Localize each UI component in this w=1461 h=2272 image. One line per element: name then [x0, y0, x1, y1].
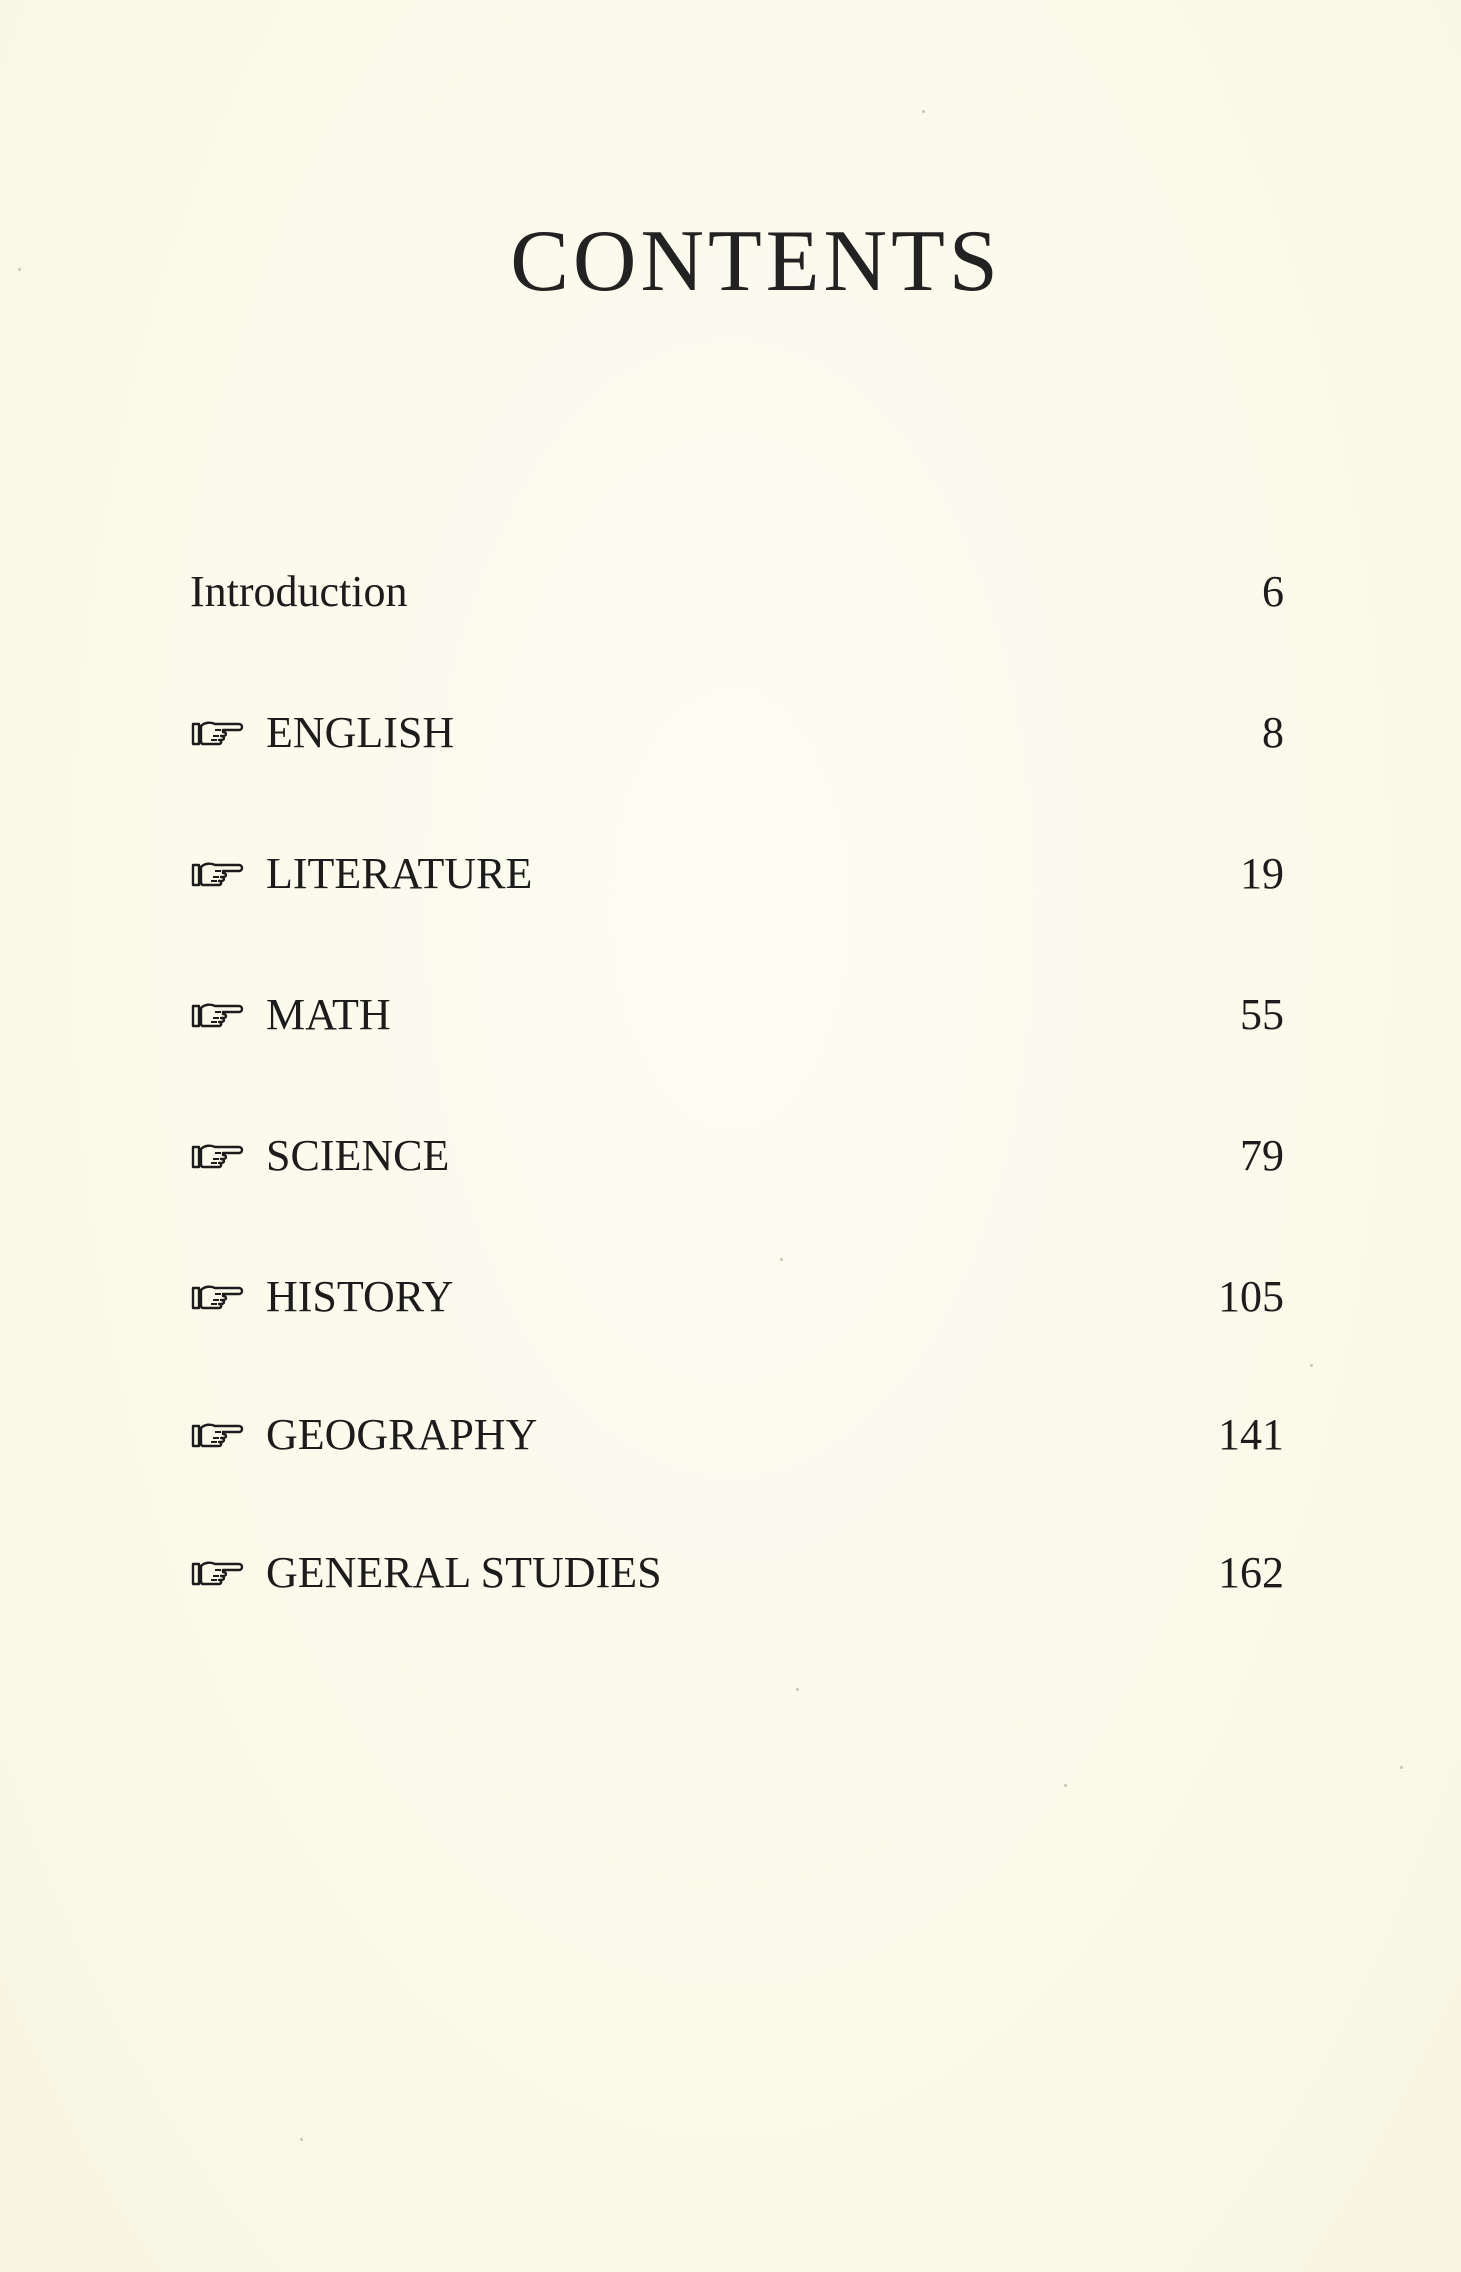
- toc-entry-label: GENERAL STUDIES: [266, 1548, 662, 1597]
- pointing-hand-icon: [190, 716, 248, 750]
- page-title: CONTENTS: [510, 213, 1002, 310]
- paper-speck: [1310, 1364, 1313, 1367]
- paper-speck: [1400, 1766, 1403, 1769]
- toc-entry-page-number: 19: [1240, 849, 1284, 898]
- toc-entry-general-studies[interactable]: [190, 1543, 1284, 1603]
- pointing-hand-icon: [190, 1139, 248, 1173]
- toc-entry-label: SCIENCE: [266, 1131, 450, 1180]
- paper-speck: [796, 1688, 799, 1691]
- table-of-contents: [190, 0, 1284, 2272]
- toc-entry-introduction[interactable]: [190, 562, 1284, 622]
- toc-entry-geography[interactable]: [190, 1405, 1284, 1465]
- toc-entry-science[interactable]: [190, 1126, 1284, 1186]
- toc-entry-label: HISTORY: [266, 1272, 454, 1321]
- toc-entry-page-number: 79: [1240, 1131, 1284, 1180]
- pointing-hand-icon: [190, 857, 248, 891]
- toc-entry-page-number: 6: [1262, 567, 1284, 616]
- toc-entry-page-number: 162: [1218, 1548, 1284, 1597]
- pointing-hand-icon: [190, 998, 248, 1032]
- toc-entry-label: MATH: [266, 990, 391, 1039]
- paper-speck: [922, 110, 925, 113]
- pointing-hand-icon: [190, 1418, 248, 1452]
- toc-entry-math[interactable]: [190, 985, 1284, 1045]
- pointing-hand-icon: [190, 1556, 248, 1590]
- toc-entry-label: GEOGRAPHY: [266, 1410, 538, 1459]
- paper-speck: [300, 2138, 303, 2141]
- paper-speck: [18, 268, 21, 271]
- toc-entry-history[interactable]: [190, 1267, 1284, 1327]
- toc-entry-label: LITERATURE: [266, 849, 533, 898]
- toc-entry-page-number: 55: [1240, 990, 1284, 1039]
- toc-entry-page-number: 141: [1218, 1410, 1284, 1459]
- toc-entry-label: ENGLISH: [266, 708, 455, 757]
- toc-entry-literature[interactable]: [190, 844, 1284, 904]
- toc-entry-label: Introduction: [190, 567, 408, 616]
- toc-entry-page-number: 8: [1262, 708, 1284, 757]
- paper-speck: [780, 1258, 783, 1261]
- pointing-hand-icon: [190, 1280, 248, 1314]
- toc-entry-english[interactable]: [190, 703, 1284, 763]
- paper-speck: [1064, 1784, 1067, 1787]
- toc-entry-page-number: 105: [1218, 1272, 1284, 1321]
